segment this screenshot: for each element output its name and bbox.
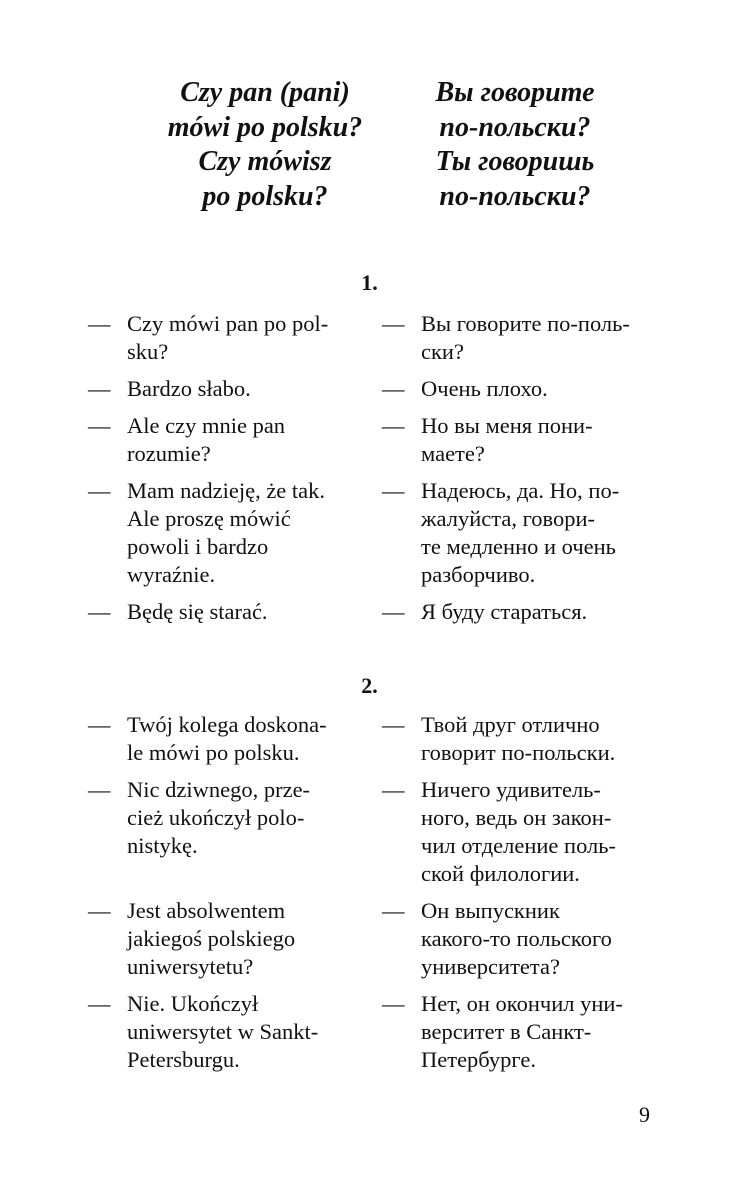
dash: — (88, 712, 111, 737)
dash: — (88, 898, 111, 923)
dash: — (382, 777, 405, 802)
dash: — (88, 376, 111, 401)
polish-line: Będę się starać. (127, 599, 268, 624)
polish-line: Ale czy mnie pan rozumie? (127, 413, 286, 466)
russian-line: Но вы меня пони- маете? (421, 413, 593, 466)
russian-line: Твой друг отлично говорит по-польски. (421, 712, 616, 765)
dash: — (382, 478, 405, 503)
dialog-line (88, 412, 668, 468)
russian-line: Вы говорите по-поль- ски? (421, 311, 630, 364)
heading-russian: Вы говорите по-польски? Ты говоришь по-польски? (435, 77, 595, 212)
page-number: 9 (639, 1102, 650, 1127)
dialog-line (88, 598, 668, 626)
polish-line: Czy mówi pan po pol- sku? (127, 311, 329, 364)
dialog-line (88, 897, 668, 981)
dash: — (382, 599, 405, 624)
dialog-line (88, 375, 668, 403)
polish-line: Nie. Ukończył uniwersytet w Sankt- Petersburgu. (127, 991, 319, 1072)
dash: — (382, 712, 405, 737)
russian-line: Надеюсь, да. Но, по- жалуйста, говори- те медленно и очень разборчиво. (421, 478, 620, 587)
polish-line: Jest absolwentem jakiegoś polskiego uniwersytetu? (127, 898, 296, 979)
dialog-line (88, 711, 668, 767)
russian-line: Он выпускник какого-то польского университета? (421, 898, 612, 979)
dash: — (382, 376, 405, 401)
dash: — (88, 599, 111, 624)
russian-line: Ничего удивитель- ного, ведь он закон- чил отделение поль- ской филологии. (421, 777, 617, 886)
dialog-line (88, 990, 668, 1074)
dash: — (382, 991, 405, 1016)
heading-polish: Czy pan (pani) mówi po polsku? Czy mówisz po polsku? (167, 77, 363, 212)
dash: — (88, 311, 111, 336)
dialog-line (88, 477, 668, 589)
dash: — (382, 311, 405, 336)
dash: — (88, 413, 111, 438)
polish-line: Nic dziwnego, prze- cież ukończył polo- nistykę. (127, 777, 311, 858)
dialog-line (88, 310, 668, 366)
dash: — (88, 777, 111, 802)
dialog-2 (88, 711, 668, 1083)
polish-line: Bardzo słabo. (127, 376, 251, 401)
dash: — (88, 991, 111, 1016)
section-number-2: 2. (361, 673, 378, 698)
russian-line: Нет, он окончил уни- верситет в Санкт- Петербурге. (421, 991, 623, 1072)
polish-line: Twój kolega doskona- le mówi po polsku. (127, 712, 327, 765)
dialog-1 (88, 310, 668, 635)
dash: — (382, 413, 405, 438)
russian-line: Очень плохо. (421, 376, 548, 401)
polish-line: Mam nadzieję, że tak. Ale proszę mówić powoli i bardzo wyraźnie. (127, 478, 326, 587)
dialog-line (88, 776, 668, 888)
section-number-1: 1. (361, 270, 378, 295)
dash: — (382, 898, 405, 923)
russian-line: Я буду стараться. (421, 599, 588, 624)
dash: — (88, 478, 111, 503)
